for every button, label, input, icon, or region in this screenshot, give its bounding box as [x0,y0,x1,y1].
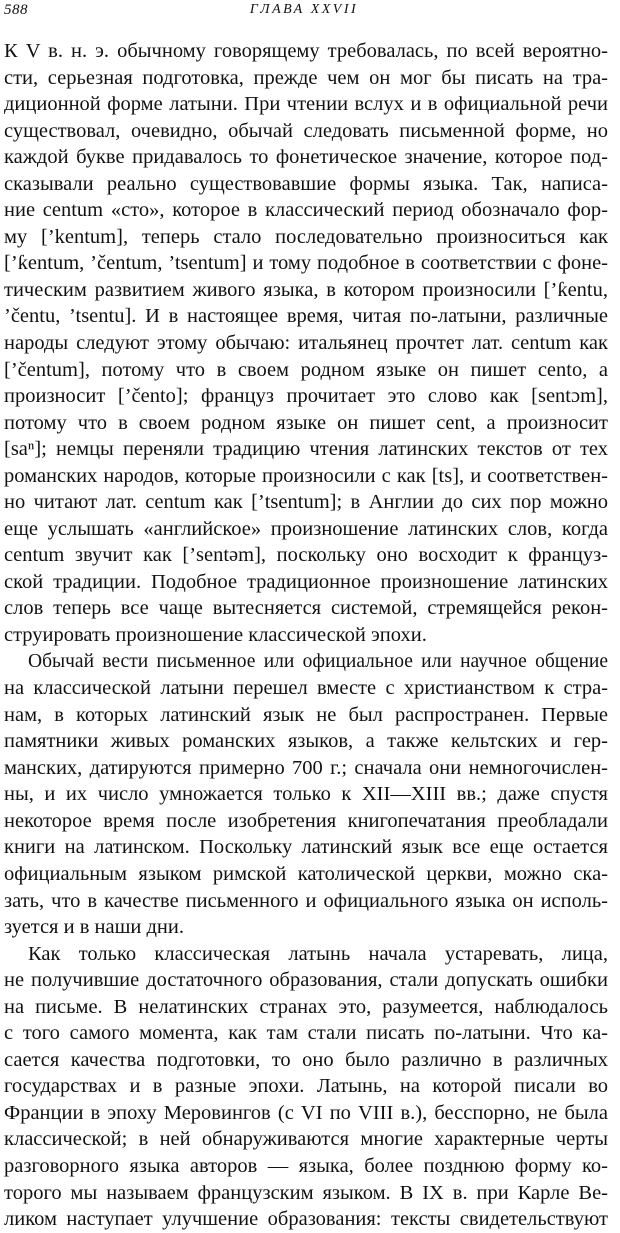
text-line: ние centum «сто», которое в классический период обозначало фор- [4,199,608,222]
text-line: му [’kentum], теперь стало последовательно произноситься как [4,225,608,248]
text-line: с того самого момента, как там стали писать по-латыни. Что ка- [4,1022,608,1045]
text-line: каждой букве придавалось то фонетическое значение, которое под- [4,146,608,169]
text-line: на классической латыни перешел вместе с христианством к стра- [4,677,608,700]
text-line: Обычай вести письменное или официальное или научное общение [28,650,608,672]
text-line: К V в. н. э. обычному говорящему требовалась, по всей вероятно- [4,40,608,62]
text-line: торого мы называем французским языком. В IX в. при Карле Ве- [4,1181,608,1204]
text-line: зать, что в качестве письменного и официального языка он исполь- [4,889,608,912]
text-line: книги на латинском. Поскольку латинский язык все еще остается [4,836,608,859]
page-header [4,2,604,22]
text-line: романских народов, которые произносили c как [ts], и соответствен- [4,464,608,487]
text-line: [’čentum], потому что в своем родном языке он пишет cento, а [4,358,608,381]
text-line: ской традиции. Подобное традиционное произношение латинских [4,570,608,593]
text-line: классической; в ней обнаруживаются многие характерные черты [4,1128,608,1151]
text-line: сказывали реально существовавшие формы языка. Так, написа- [4,172,608,195]
text-line: слов теперь все чаще вытесняется системой, стремящейся рекон- [4,597,608,620]
text-line: ’čentu, ’tsentu]. И в настоящее время, читая по-латыни, различные [4,305,608,328]
text-line: существовал, очевидно, обычай следовать письменной форме, но [4,119,608,142]
text-line: Как только классическая латынь начала устаревать, лица, [28,942,608,965]
text-line: разговорного языка авторов — языка, более позднюю форму ко- [4,1154,608,1177]
text-line: сти, серьезная подготовка, прежде чем он мог бы писать на тра- [4,66,608,89]
text-line: памятники живых романских языков, а также кельтских и гер- [4,730,608,753]
text-line: но читают лат. centum как [’tsentum]; в Англии до сих пор можно [4,491,608,514]
body-text [4,38,608,1233]
page-number: 588 [4,2,28,18]
text-line: [’ƙentum, ’čentum, ’tsentum] и тому подобное в соответствии с фоне- [4,252,608,275]
text-line: народы следуют этому обычаю: итальянец прочтет лат. centum как [4,332,608,355]
text-line: нам, в которых латинский язык не был распространен. Первые [4,703,608,726]
text-line: диционной форме латыни. При чтении вслух и в официальной речи [4,93,608,116]
text-line: потому что в своем родном языке он пишет cent, а произносит [4,411,608,434]
running-head: ГЛАВА XXVII [249,2,359,17]
text-line: Франции в эпоху Меровингов (с VI по VIII в.), бесспорно, не была [4,1101,608,1124]
text-line: зуется и в наши дни. [4,916,184,939]
text-line: государствах и в разные эпохи. Латынь, на которой писали во [4,1075,608,1098]
text-line: еще услышать «английское» произношение латинских слов, когда [4,517,608,540]
text-line: [saⁿ]; немцы переняли традицию чтения латинских текстов от тех [4,438,608,461]
text-line: произносит [’čento]; француз прочитает это слово как [sentɔm], [4,385,608,408]
text-line: centum звучит как [’sentəm], поскольку оно восходит к француз- [4,544,608,567]
text-line: на письме. В нелатинских странах это, разумеется, наблюдалось [4,995,608,1018]
text-line: струировать произношение классической эпохи. [4,624,427,647]
text-line: не получившие достаточного образования, стали допускать ошибки [4,969,608,992]
text-line: ликом наступает улучшение образования: тексты свидетельствуют [4,1208,608,1231]
text-line: манских, датируются примерно 700 г.; сначала они немногочислен- [4,756,608,779]
text-line: некоторое время после изобретения книгопечатания преобладали [4,809,608,832]
text-line: официальным языком римской католической церкви, можно ска- [4,862,608,885]
text-line: сается качества подготовки, то оно было различно в различных [4,1048,608,1071]
text-line: ны, и их число умножается только к XII—XIII вв.; даже спустя [4,783,608,806]
text-line: тическим развитием живого языка, в котором произносили [’ƙentu, [4,278,608,301]
